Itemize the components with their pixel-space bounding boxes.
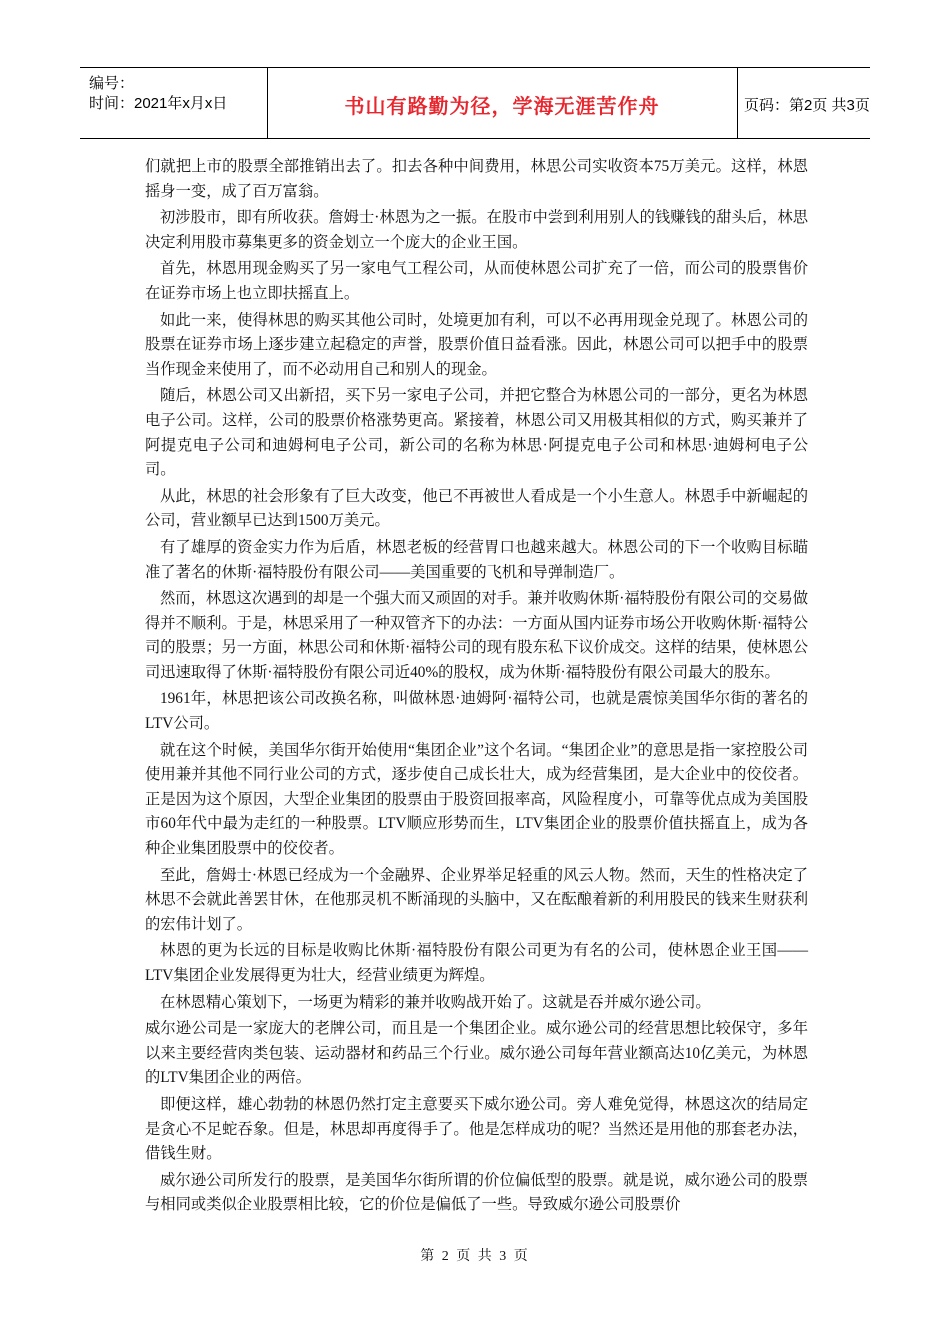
paragraph: 即便这样，雄心勃勃的林恩仍然打定主意要买下威尔逊公司。旁人难免觉得，林恩这次的结局定是贪心不足蛇吞象。但是，林思却再度得手了。他是怎样成功的呢？当然还是用他的那套老办法，借钱生财。: [145, 1095, 808, 1163]
paragraph: 如此一来，使得林思的购买其他公司时，处境更加有利，可以不必再用现金兑现了。林恩公司的股票在证券市场上逐步建立起稳定的声誉，股票价值日益看涨。因此，林恩公司可以把手中的股票当作现金来使用了，而不必动用自己和别人的现金。: [145, 311, 808, 378]
header-motto-cell: [267, 68, 738, 138]
document-body: [145, 155, 808, 1220]
paragraph: 们就把上市的股票全部推销出去了。扣去各种中间费用，林思公司实收资本75万美元。这样，林恩摇身一变，成了百万富翁。: [145, 158, 808, 200]
paragraph: 威尔逊公司所发行的股票，是美国华尔街所谓的价位偏低型的股票。就是说，威尔逊公司的股票与相同或类似企业股票相比较，它的价位是偏低了一些。导致威尔逊公司股票价: [145, 1171, 808, 1214]
paragraph: 至此，詹姆士·林恩已经成为一个金融界、企业界举足轻重的风云人物。然而，天生的性格决定了林思不会就此善罢甘休，在他那灵机不断涌现的头脑中，又在酝酿着新的利用股民的钱来生财获利的宏伟计划了。: [145, 866, 808, 933]
page-header: [80, 67, 870, 139]
header-page-info: 页码：第2页 共3页: [744, 97, 870, 114]
header-info-cell: [80, 68, 268, 138]
header-motto: 书山有路勤为径，学海无涯苦作舟: [344, 96, 660, 118]
document-number-label: 编号：: [89, 75, 135, 92]
paragraph: 1961年，林思把该公司改换名称，叫做林恩·迪姆阿·福特公司，也就是震惊美国华尔街的著名的LTV公司。: [145, 690, 808, 733]
paragraph: 在林恩精心策划下，一场更为精彩的兼并收购战开始了。这就是吞并威尔逊公司。: [160, 993, 711, 1011]
paragraph: 然而，林恩这次遇到的却是一个强大而又顽固的对手。兼并收购休斯·福特股份有限公司的交易做得并不顺利。于是，林思采用了一种双管齐下的办法：一方面从国内证券市场公开收购休斯·福特公司的股票；另一方面，林思公司和休斯·福特公司的现有股东私下议价成交。这样的结果，使林恩公司迅速取得了休斯·福特股份有限公司近40%的股权，成为休斯·福特股份有限公司最大的股东。: [145, 590, 808, 681]
paragraph: 随后，林恩公司又出新招，买下另一家电子公司，并把它整合为林恩公司的一部分，更名为林恩电子公司。这样，公司的股票价格涨势更高。紧接着，林恩公司又用极其相似的方式，购买兼并了阿提克电子公司和迪姆柯电子公司，新公司的名称为林思·阿提克电子公司和林思·迪姆柯电子公司。: [145, 387, 808, 479]
paragraph: 就在这个时候，美国华尔街开始使用“集团企业”这个名词。“集团企业”的意思是指一家控股公司使用兼并其他不同行业公司的方式，逐步使自己成长壮大，成为经营集团，是大企业中的佼佼者。正是因为这个原因，大型企业集团的股票由于股资回报率高，风险程度小，可靠等优点成为美国股市60年代中最为走红的一种股票。LTV顺应形势而生，LTV集团企业的股票价值扶摇直上，成为各种企业集团股票中的佼佼者。: [145, 741, 808, 858]
paragraph: 有了雄厚的资金实力作为后盾，林恩老板的经营胃口也越来越大。林恩公司的下一个收购目标瞄准了著名的休斯·福特股份有限公司——美国重要的飞机和导弹制造厂。: [145, 538, 808, 581]
paragraph: 首先，林恩用现金购买了另一家电气工程公司，从而使林恩公司扩充了一倍，而公司的股票售价在证券市场上也立即扶摇直上。: [145, 260, 808, 302]
paragraph: 威尔逊公司是一家庞大的老牌公司，而且是一个集团企业。威尔逊公司的经营思想比较保守，多年以来主要经营肉类包装、运动器材和药品三个行业。威尔逊公司每年营业额高达10亿美元，为林恩的LTV集团企业的两倍。: [145, 1020, 808, 1087]
page-footer: 第 2 页 共 3 页: [420, 1249, 530, 1264]
paragraph: 林恩的更为长远的目标是收购比休斯·福特股份有限公司更为有名的公司，使林恩企业王国——LTV集团企业发展得更为壮大，经营业绩更为辉煌。: [145, 942, 808, 984]
header-page-cell: [737, 68, 870, 138]
document-date-label: 时间：2021年x月x日: [89, 95, 228, 112]
paragraph: 初涉股市，即有所收获。詹姆士·林恩为之一振。在股市中尝到利用别人的钱赚钱的甜头后，林思决定利用股市募集更多的资金划立一个庞大的企业王国。: [145, 209, 808, 251]
paragraph: 从此，林思的社会形象有了巨大改变，他已不再被世人看成是一个小生意人。林恩手中新崛起的公司，营业额早已达到1500万美元。: [145, 487, 808, 530]
